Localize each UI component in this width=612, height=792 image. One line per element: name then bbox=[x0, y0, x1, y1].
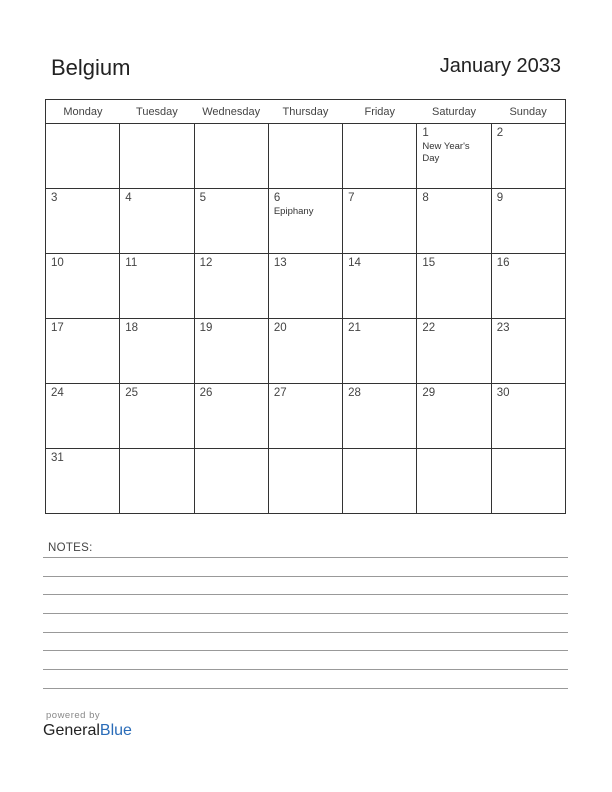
day-number: 31 bbox=[51, 452, 64, 464]
day-cell[interactable] bbox=[194, 254, 268, 319]
day-cell[interactable] bbox=[120, 124, 194, 189]
day-number: 21 bbox=[348, 322, 361, 334]
day-cell[interactable] bbox=[268, 189, 342, 254]
day-cell[interactable] bbox=[417, 189, 491, 254]
logo-text-blue: Blue bbox=[99, 722, 132, 739]
day-cell[interactable] bbox=[343, 189, 417, 254]
calendar-grid bbox=[45, 99, 566, 514]
day-cell[interactable] bbox=[343, 384, 417, 449]
weekday-header-row bbox=[46, 100, 566, 124]
day-number: 6 bbox=[273, 192, 281, 204]
day-number: 29 bbox=[422, 387, 436, 399]
day-cell[interactable] bbox=[46, 124, 120, 189]
week-row bbox=[46, 124, 566, 189]
day-number: 2 bbox=[496, 127, 504, 139]
day-number: 11 bbox=[125, 257, 138, 269]
day-number: 10 bbox=[51, 257, 64, 269]
day-cell[interactable] bbox=[417, 319, 491, 384]
week-row bbox=[46, 449, 566, 514]
day-cell[interactable] bbox=[268, 449, 342, 514]
day-cell[interactable] bbox=[46, 189, 120, 254]
week-row bbox=[46, 189, 566, 254]
day-number: 23 bbox=[496, 322, 510, 334]
note-line bbox=[43, 632, 568, 633]
weekday-saturday: Saturday bbox=[417, 100, 491, 124]
day-cell[interactable] bbox=[120, 189, 194, 254]
week-row bbox=[46, 384, 566, 449]
day-number: 9 bbox=[496, 192, 504, 204]
day-cell[interactable] bbox=[417, 254, 491, 319]
note-line bbox=[43, 650, 568, 651]
note-line bbox=[43, 576, 568, 577]
day-number: 5 bbox=[199, 192, 206, 204]
day-number: 19 bbox=[199, 322, 213, 334]
day-number: 1 bbox=[422, 127, 429, 139]
day-number: 13 bbox=[273, 257, 287, 269]
holiday-label: Epiphany bbox=[273, 206, 314, 217]
country-title: Belgium bbox=[51, 55, 131, 80]
note-line bbox=[43, 594, 568, 595]
day-number: 12 bbox=[199, 257, 213, 269]
day-number: 15 bbox=[422, 257, 436, 269]
day-cell[interactable] bbox=[120, 449, 194, 514]
week-row bbox=[46, 319, 566, 384]
weekday-wednesday: Wednesday bbox=[194, 100, 268, 124]
weekday-thursday: Thursday bbox=[268, 100, 342, 124]
day-cell[interactable] bbox=[491, 189, 565, 254]
day-number: 28 bbox=[348, 387, 361, 399]
day-number: 25 bbox=[125, 387, 139, 399]
day-number: 16 bbox=[496, 257, 510, 269]
weekday-sunday: Sunday bbox=[491, 100, 565, 124]
day-number: 18 bbox=[125, 322, 139, 334]
day-number: 14 bbox=[348, 257, 361, 269]
day-cell[interactable] bbox=[46, 319, 120, 384]
day-cell[interactable] bbox=[491, 124, 565, 189]
weekday-monday: Monday bbox=[46, 100, 120, 124]
day-cell[interactable] bbox=[343, 254, 417, 319]
day-number: 20 bbox=[273, 322, 287, 334]
day-cell[interactable] bbox=[491, 449, 565, 514]
day-number: 27 bbox=[273, 387, 287, 399]
day-number: 4 bbox=[125, 192, 132, 204]
week-row bbox=[46, 254, 566, 319]
day-cell[interactable] bbox=[343, 319, 417, 384]
day-cell[interactable] bbox=[120, 319, 194, 384]
note-line bbox=[43, 557, 568, 558]
note-line bbox=[43, 669, 568, 670]
day-cell[interactable] bbox=[194, 189, 268, 254]
day-cell[interactable] bbox=[194, 449, 268, 514]
notes-label: NOTES: bbox=[48, 542, 93, 554]
generalblue-logo[interactable] bbox=[43, 722, 132, 740]
day-cell[interactable] bbox=[268, 254, 342, 319]
day-cell[interactable] bbox=[268, 319, 342, 384]
day-cell[interactable] bbox=[268, 384, 342, 449]
day-cell[interactable] bbox=[417, 384, 491, 449]
day-cell[interactable] bbox=[417, 449, 491, 514]
day-cell[interactable] bbox=[120, 254, 194, 319]
day-number: 24 bbox=[51, 387, 64, 399]
note-line bbox=[43, 688, 568, 689]
logo-text-general: General bbox=[43, 722, 100, 739]
day-cell[interactable] bbox=[194, 384, 268, 449]
powered-by-text: powered by bbox=[46, 710, 101, 721]
day-cell[interactable] bbox=[46, 449, 120, 514]
day-number: 22 bbox=[422, 322, 436, 334]
holiday-label: New Year's Day bbox=[422, 141, 470, 164]
note-line bbox=[43, 613, 568, 614]
day-number: 30 bbox=[496, 387, 510, 399]
month-title: January 2033 bbox=[439, 55, 561, 77]
day-cell[interactable] bbox=[343, 124, 417, 189]
day-cell[interactable] bbox=[194, 319, 268, 384]
day-cell[interactable] bbox=[343, 449, 417, 514]
day-cell[interactable] bbox=[46, 254, 120, 319]
day-cell[interactable] bbox=[417, 124, 491, 189]
day-number: 3 bbox=[51, 192, 58, 204]
day-number: 26 bbox=[199, 387, 213, 399]
day-number: 7 bbox=[348, 192, 355, 204]
day-cell[interactable] bbox=[268, 124, 342, 189]
day-number: 8 bbox=[422, 192, 429, 204]
weekday-tuesday: Tuesday bbox=[120, 100, 194, 124]
day-cell[interactable] bbox=[46, 384, 120, 449]
day-cell[interactable] bbox=[491, 319, 565, 384]
day-number: 17 bbox=[51, 322, 64, 334]
day-cell[interactable] bbox=[194, 124, 268, 189]
day-cell[interactable] bbox=[491, 384, 565, 449]
day-cell[interactable] bbox=[491, 254, 565, 319]
weekday-friday: Friday bbox=[343, 100, 417, 124]
day-cell[interactable] bbox=[120, 384, 194, 449]
